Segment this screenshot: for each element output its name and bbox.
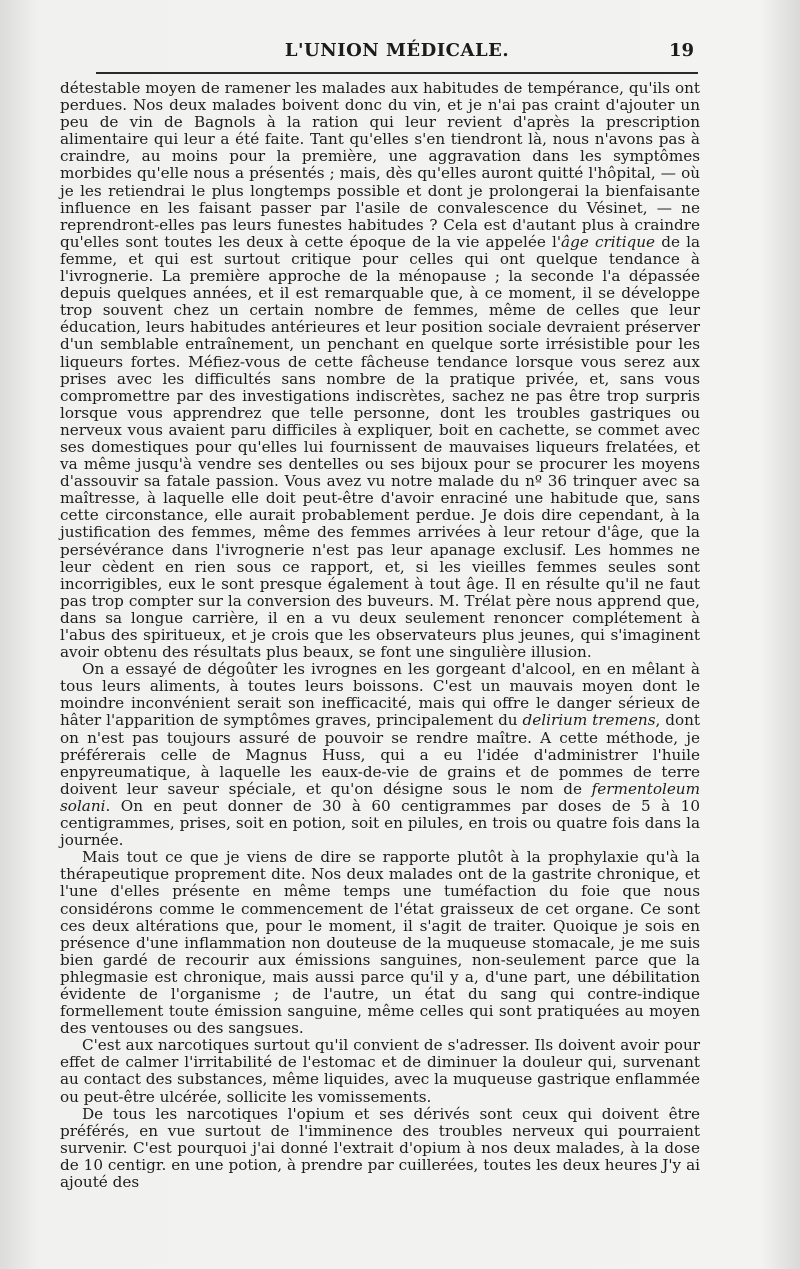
paragraph-2 xyxy=(60,661,700,849)
paragraph-4 xyxy=(60,1037,700,1105)
body-text xyxy=(60,80,700,1191)
text-run: de la femme, et qui est surtout critique pour celles qui ont quelque tendance à l'ivrognerie. La première approche de la ménopause ; la seconde l'a dépassée depuis quelques années, et il est remarquable que, à ce moment, il se développe trop souvent chez un certain nombre de femmes, même de celles que leur éducation, leurs habitudes antérieures et leur position sociale devraient préserver d'un semblable entraînement, un penchant en quelque sorte irrésistible pour les liqueurs fortes. Méfiez-vous de cette fâcheuse tendance lorsque vous serez aux prises avec les difficultés sans nombre de la pratique privée, et, sans vous compromettre par des investigations indiscrètes, sachez ne pas être trop surpris lorsque vous apprendrez que telle personne, dont les troubles gastriques ou nerveux vous avaient paru difficiles à expliquer, boit en cachette, se commet avec ses domestiques pour qu'elles lui fournissent de mauvaises liqueurs frelatées, et va même jusqu'à vendre ses dentelles ou ses bijoux pour se procurer les moyens d'assouvir sa fatale passion. Vous avez vu notre malade du nº 36 trinquer avec sa maîtresse, à laquelle elle doit peut-être d'avoir enraciné une habitude que, sans cette circonstance, elle aurait probablement perdue. Je dois dire cependant, à la justification des femmes, même des femmes arrivées à leur retour d'âge, que la persévérance dans l'ivrognerie n'est pas leur apanage exclusif. Les hommes ne leur cèdent en rien sous ce rapport, et, si les vieilles femmes seules sont incorrigibles, eux le sont presque également à tout âge. Il en résulte qu'il ne faut pas trop compter sur la conversion des buveurs. M. Trélat père nous apprend que, dans sa longue carrière, il en a vu deux seulement renoncer complétement à l'abus des spiritueux, et je crois que les observateurs plus jeunes, qui s'imaginent avoir obtenu des résultats plus beaux, se font une singulière illusion. xyxy=(60,232,701,662)
text-run: , dont on n'est pas toujours assuré de pouvoir se rendre maître. A cette méthode, je préférerais celle de Magnus Huss, qui a eu l'idée d'administrer l'huile enpyreumatique, à laquelle les eaux-de-vie de grains et de pommes de terre doivent leur saveur spéciale, et qu'on désigne sous le nom de xyxy=(60,711,700,798)
header-rule xyxy=(96,72,698,74)
text-run: De tous les narcotiques l'opium et ses dérivés sont ceux qui doivent être préférés, en vue surtout de l'imminence des troubles nerveux qui pourraient survenir. C'est pourquoi j'ai donné l'extrait d'opium à nos deux malades, à la dose de 10 centigr. en une potion, à prendre par cuillerées, toutes les deux heures J'y ai ajouté des xyxy=(60,1104,700,1191)
text-run: détestable moyen de ramener les malades aux habitudes de tempérance, qu'ils ont perdues. Nos deux malades boivent donc du vin, et je n'ai pas craint d'ajouter un peu de vin de Bagnols à la ration qui leur revient d'après la prescription alimentaire qui leur a été faite. Tant qu'elles s'en tiendront là, nous n'avons pas à craindre, au moins pour la première, une aggravation dans les symptômes morbides qu'elle nous a présentés ; mais, dès qu'elles auront quitté l'hôpital, — où je les retiendrai le plus longtemps possible et dont je prolongerai la bienfaisante influence en les faisant passer par l'asile de convalescence du Vésinet, — ne reprendront-elles pas leurs funestes habitudes ? Cela est d'autant plus à craindre qu'elles sont toutes les deux à cette époque de la vie appelée l' xyxy=(60,79,700,251)
text-run: . On en peut donner de 30 à 60 centigrammes par doses de 5 à 10 centigrammes, prises, soit en potion, soit en pilules, en trois ou quatre fois dans la journée. xyxy=(60,796,700,850)
paragraph-3 xyxy=(60,849,700,1037)
text-run: On a essayé de dégoûter les ivrognes en les gorgeant d'alcool, en en mêlant à tous leurs aliments, à toutes leurs boissons. C'est un mauvais moyen dont le moindre inconvénient serait son inefficacité, mais qui offre le danger sérieux de hâter l'apparition de symptômes graves, principalement du xyxy=(60,660,700,730)
page-header xyxy=(96,40,698,70)
running-title: L'UNION MÉDICALE. xyxy=(284,40,510,61)
italic-term: âge critique xyxy=(561,232,656,251)
text-run: Mais tout ce que je viens de dire se rapporte plutôt à la prophylaxie qu'à la thérapeutique proprement dite. Nos deux malades ont de la gastrite chronique, et l'une d'elles présente en même temps une tuméfaction du foie que nous considérons comme le commencement de l'état graisseux de cet organe. Ce sont ces deux altérations que, pour le moment, il s'agit de traiter. Quoique je sois en présence d'une inflammation non douteuse de la muqueuse stomacale, je me suis bien gardé de recourir aux émissions sanguines, non-seulement parce que la phlegmasie est chronique, mais aussi parce qu'il y a, d'une part, une débilitation évidente de l'organisme ; de l'autre, un état du sang qui contre-indique formellement toute émission sanguine, même celles qui sont pratiquées au moyen des ventouses ou des sangsues. xyxy=(60,848,700,1038)
paragraph-1 xyxy=(60,80,700,661)
paragraph-5 xyxy=(60,1106,700,1191)
text-run: C'est aux narcotiques surtout qu'il convient de s'adresser. Ils doivent avoir pour effet de calmer l'irritabilité de l'estomac et de diminuer la douleur qui, survenant au contact des substances, même liquides, avec la muqueuse gastrique enflammée ou peut-être ulcérée, sollicite les vomissements. xyxy=(60,1036,700,1106)
italic-term: delirium tremens xyxy=(522,711,656,730)
italic-term: fermentoleum solani xyxy=(60,779,700,815)
page-number: 19 xyxy=(668,40,694,61)
